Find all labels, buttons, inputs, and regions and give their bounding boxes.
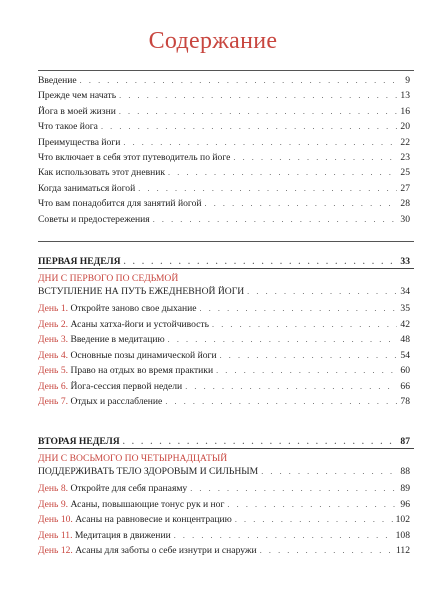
day-number: День 10. — [38, 514, 73, 525]
toc-entry-page: 102 — [395, 514, 410, 525]
leader-dots — [168, 166, 397, 179]
toc-entry-label — [38, 182, 135, 195]
toc-entry-page: 16 — [400, 105, 410, 117]
day-number: День 7. — [38, 396, 69, 407]
toc-entry-label — [38, 120, 98, 133]
intro-bottom-divider — [38, 241, 414, 242]
toc-entry-label — [38, 380, 182, 393]
week1-heading[interactable] — [38, 255, 410, 268]
toc-entry[interactable] — [38, 349, 410, 362]
week1-underline — [38, 268, 414, 269]
week1-intro[interactable] — [38, 285, 410, 298]
toc-entry-title: Отдых и расслабление — [70, 396, 163, 407]
week1-intro-page: 34 — [400, 286, 410, 297]
leader-dots — [168, 333, 398, 346]
toc-entry-page: 13 — [400, 90, 410, 102]
toc-entry[interactable] — [38, 213, 410, 226]
toc-entry-title: Асаны, повышающие тонус рук и ног — [70, 498, 225, 510]
toc-entry-page: 112 — [395, 545, 410, 556]
leader-dots — [212, 318, 397, 331]
toc-entry[interactable] — [38, 529, 410, 542]
toc-entry-title: Преимущества йоги — [38, 136, 121, 148]
toc-entry[interactable] — [38, 136, 410, 149]
toc-entry-label — [38, 105, 116, 118]
toc-entry-title: Асаны хатха-йоги и устойчивость — [70, 318, 210, 330]
leader-dots — [119, 89, 397, 102]
leader-dots — [235, 513, 393, 526]
day-number: День 4. — [38, 349, 69, 361]
toc-entry[interactable] — [38, 482, 410, 495]
toc-entry-page: 25 — [400, 167, 410, 179]
toc-entry-label — [38, 395, 162, 408]
leader-dots — [233, 151, 397, 164]
toc-entry[interactable] — [38, 182, 410, 195]
toc-entry-label — [38, 529, 171, 542]
leader-dots — [216, 364, 397, 377]
toc-entry-page: 66 — [400, 380, 410, 392]
toc-entry-title: Что включает в себя этот путеводитель по йоге — [38, 152, 231, 163]
toc-entry-title: Советы и предостережения — [38, 213, 150, 225]
toc-entry[interactable] — [38, 151, 410, 164]
leader-dots — [123, 136, 397, 149]
toc-entry-label — [38, 544, 257, 557]
day-number: День 5. — [38, 365, 69, 376]
leader-dots — [119, 105, 398, 118]
toc-entry-label — [38, 136, 120, 149]
toc-entry-page: 35 — [400, 303, 410, 314]
toc-entry[interactable] — [38, 364, 410, 377]
leader-dots — [205, 197, 398, 210]
toc-entry-label — [38, 213, 150, 226]
week2-intro-label: ПОДДЕРЖИВАТЬ ТЕЛО ЗДОРОВЫМ И СИЛЬНЫМ — [38, 466, 259, 477]
toc-entry-page: 96 — [400, 498, 410, 510]
toc-entry-label — [38, 318, 209, 331]
week2-underline — [38, 448, 414, 449]
toc-entry-label — [38, 197, 202, 210]
toc-entry[interactable] — [38, 380, 410, 393]
day-number: День 2. — [38, 318, 69, 330]
toc-entry-title: Прежде чем начать — [38, 90, 117, 102]
toc-entry[interactable] — [38, 197, 410, 210]
toc-entry-page: 42 — [400, 318, 410, 330]
day-number: День 9. — [38, 498, 69, 510]
leader-dots — [260, 544, 393, 557]
toc-entry[interactable] — [38, 498, 410, 511]
week1-heading-page: 33 — [400, 256, 410, 267]
toc-entry-label — [38, 364, 213, 377]
toc-entry-title: Асаны на равновесие и концентрацию — [75, 514, 232, 525]
toc-entry[interactable] — [38, 333, 410, 346]
toc-entry-label — [38, 482, 187, 495]
week2-intro-page: 88 — [400, 466, 410, 477]
toc-entry-page: 30 — [400, 213, 410, 225]
toc-entry[interactable] — [38, 120, 410, 133]
leader-dots — [200, 302, 398, 315]
leader-dots — [247, 285, 397, 298]
toc-entry[interactable] — [38, 318, 410, 331]
toc-entry-title: Введение — [38, 75, 77, 86]
toc-entry-label — [38, 302, 197, 315]
day-number: День 6. — [38, 380, 69, 392]
leader-dots — [261, 465, 397, 478]
toc-entry-label — [38, 349, 217, 362]
toc-entry-title: Асаны для заботы о себе изнутри и снаружи — [75, 545, 257, 556]
leader-dots — [123, 435, 398, 448]
week2-heading-page: 87 — [400, 436, 410, 447]
toc-entry-page: 23 — [400, 152, 410, 163]
week1-heading-label: ПЕРВАЯ НЕДЕЛЯ — [38, 256, 121, 267]
toc-entry-page: 20 — [400, 121, 410, 133]
toc-entry-page: 78 — [400, 396, 410, 407]
day-number: День 11. — [38, 529, 73, 541]
toc-entry-label — [38, 513, 232, 526]
day-number: День 12. — [38, 545, 73, 556]
toc-entry-page: 54 — [400, 349, 410, 361]
toc-entry-label — [38, 333, 165, 346]
week2-heading[interactable] — [38, 435, 410, 448]
toc-entry-title: Введение в медитацию — [70, 334, 165, 345]
toc-entry-label — [38, 89, 116, 102]
toc-entry-title: Как использовать этот дневник — [38, 167, 166, 179]
toc-entry[interactable] — [38, 89, 410, 102]
page-title: Содержание — [148, 28, 278, 54]
leader-dots — [138, 182, 397, 195]
toc-entry-label — [38, 151, 230, 164]
toc-entry-page: 48 — [400, 334, 410, 345]
day-number: День 1. — [38, 303, 69, 314]
toc-entry-title: Когда заниматься йогой — [38, 182, 136, 194]
leader-dots — [101, 120, 397, 133]
toc-entry[interactable] — [38, 302, 410, 315]
toc-entry[interactable] — [38, 544, 410, 557]
toc-entry-title: Основные позы динамической йоги — [70, 349, 217, 361]
leader-dots — [190, 482, 397, 495]
day-number: День 8. — [38, 483, 69, 494]
toc-entry-title: Медитация в движении — [74, 529, 171, 541]
toc-entry-page: 9 — [405, 75, 410, 86]
toc-entry-label — [38, 498, 224, 511]
toc-entry[interactable] — [38, 513, 410, 526]
week2-heading-label: ВТОРАЯ НЕДЕЛЯ — [38, 436, 120, 447]
leader-dots — [80, 74, 403, 87]
leader-dots — [220, 349, 398, 362]
toc-entry-title: Право на отдых во время практики — [70, 365, 214, 376]
toc-entry[interactable] — [38, 395, 410, 408]
week2-subheading: ДНИ С ВОСЬМОГО ПО ЧЕТЫРНАДЦАТЫЙ — [38, 453, 228, 464]
toc-entry-label — [38, 166, 165, 179]
week1-subheading: ДНИ С ПЕРВОГО ПО СЕДЬМОЙ — [38, 273, 179, 284]
toc-entry[interactable] — [38, 74, 410, 87]
toc-entry-title: Откройте для себя пранаяму — [70, 483, 188, 494]
day-number: День 3. — [38, 334, 69, 345]
toc-entry-page: 89 — [400, 483, 410, 494]
toc-entry-page: 22 — [400, 136, 410, 148]
toc-entry-title: Что такое йога — [38, 121, 98, 133]
toc-entry-title: Откройте заново свое дыхание — [70, 303, 197, 314]
toc-entry-label — [38, 74, 77, 87]
toc-entry-page: 60 — [400, 365, 410, 376]
leader-dots — [165, 395, 397, 408]
week1-intro-label: ВСТУПЛЕНИЕ НА ПУТЬ ЕЖЕДНЕВНОЙ ЙОГИ — [38, 286, 245, 297]
week2-intro[interactable] — [38, 465, 410, 478]
toc-entry-title: Что вам понадобится для занятий йогой — [38, 198, 202, 210]
toc-entry-title: Йога-сессия первой недели — [70, 380, 183, 392]
toc-entry[interactable] — [38, 105, 410, 118]
leader-dots — [185, 380, 397, 393]
leader-dots — [153, 213, 398, 226]
leader-dots — [227, 498, 397, 511]
toc-entry[interactable] — [38, 166, 410, 179]
toc-entry-page: 108 — [395, 529, 410, 541]
toc-entry-page: 27 — [400, 182, 410, 194]
toc-entry-page: 28 — [400, 198, 410, 210]
leader-dots — [174, 529, 393, 542]
toc-entry-title: Йога в моей жизни — [38, 105, 116, 117]
leader-dots — [124, 255, 398, 268]
top-divider — [38, 70, 414, 71]
